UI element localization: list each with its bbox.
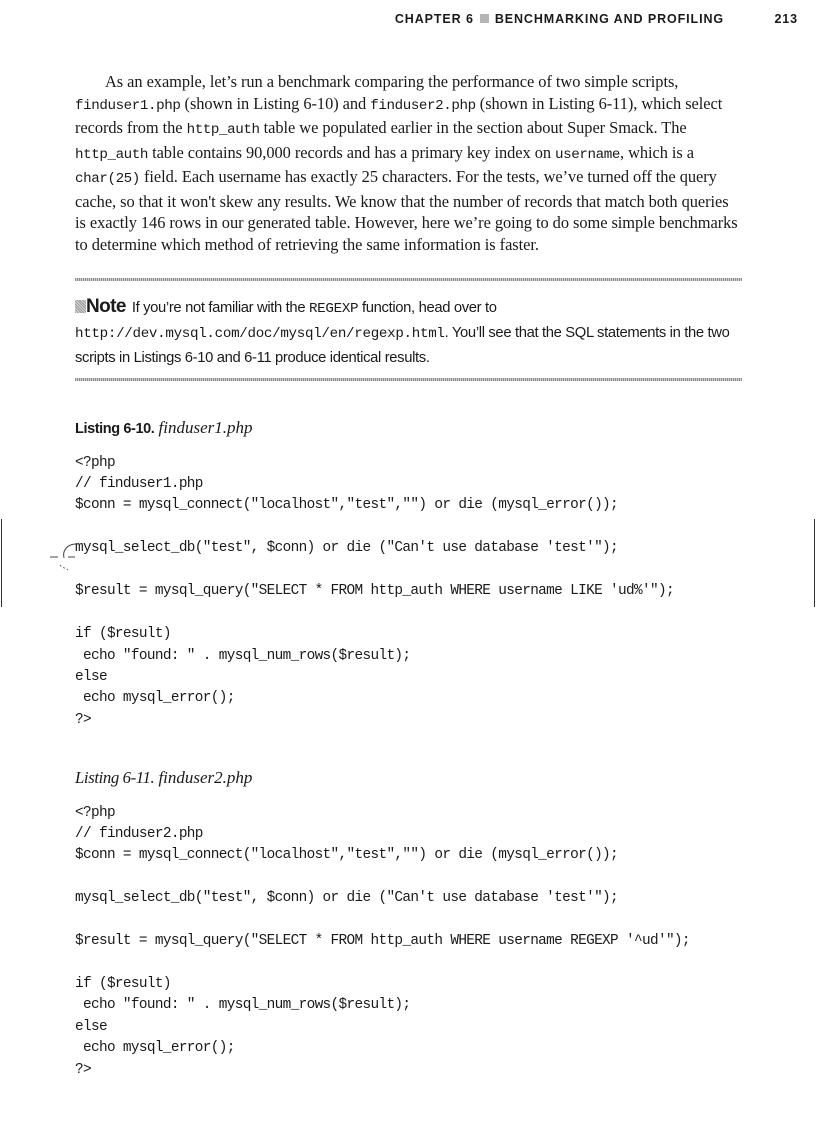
inline-code: finduser2.php	[370, 97, 476, 114]
inline-code: REGEXP	[308, 301, 359, 317]
code-line: if ($result)	[75, 976, 171, 992]
body-paragraph	[75, 71, 743, 255]
code-line: else	[75, 1019, 107, 1035]
text-run: field. Each username has exactly 25 characters. For the tests, we’ve turned off the query cache, so that it won't skew any results. We know that the number of records that match both queries is exactly 146 rows in our generated table. However, here we’re going to do some simple benchmarks to determine which method of retrieving the same information is faster.	[75, 167, 738, 254]
code-line: $conn = mysql_connect("localhost","test","") or die (mysql_error());	[75, 847, 619, 863]
code-line: $conn = mysql_connect("localhost","test","") or die (mysql_error());	[75, 497, 619, 513]
pencil-mark-icon	[48, 538, 88, 578]
scan-edge-mark-left	[1, 519, 2, 607]
code-line: ?>	[75, 712, 91, 728]
text-run: If you’re not familiar with the	[131, 300, 309, 316]
code-line: ?>	[75, 1062, 91, 1078]
text-run: function, head over to	[358, 300, 497, 316]
code-line: if ($result)	[75, 626, 171, 642]
inline-code: finduser1.php	[75, 97, 181, 114]
text-run: table contains 90,000 records and has a primary key index on	[148, 142, 556, 162]
code-line: echo mysql_error();	[75, 690, 235, 706]
code-line: mysql_select_db("test", $conn) or die ("Can't use database 'test'");	[75, 540, 619, 556]
note-bottom-rule	[75, 378, 742, 381]
code-line: mysql_select_db("test", $conn) or die ("Can't use database 'test'");	[75, 890, 619, 906]
page-header	[0, 12, 798, 32]
listing-filename: finduser1.php	[158, 418, 253, 437]
note-top-rule	[75, 278, 742, 281]
square-separator-icon	[480, 14, 489, 23]
note-text	[75, 300, 730, 366]
code-line: <?php	[75, 455, 115, 471]
code-line: // finduser2.php	[75, 826, 203, 842]
note-label: Note	[86, 296, 126, 317]
inline-code: http_auth	[75, 146, 149, 163]
code-line: else	[75, 669, 107, 685]
text-run: (shown in Listing 6-11), which select records from the	[75, 93, 723, 137]
code-line: <?php	[75, 805, 115, 821]
code-line: $result = mysql_query("SELECT * FROM http_auth WHERE username REGEXP '^ud'");	[75, 933, 690, 949]
note-box	[75, 295, 743, 370]
chapter-label: CHAPTER 6	[394, 12, 474, 26]
listing-label: Listing 6-10.	[75, 421, 155, 437]
scan-edge-mark-right	[814, 519, 815, 607]
inline-code: http_auth	[186, 122, 260, 138]
inline-code: char(25)	[75, 171, 140, 187]
text-run: As an example, let’s run a benchmark comparing the performance of two simple scripts,	[105, 72, 679, 91]
running-head	[395, 12, 724, 26]
text-run: , which is a	[619, 142, 695, 162]
listing-6-10-caption	[75, 418, 253, 438]
code-line: echo "found: " . mysql_num_rows($result);	[75, 997, 411, 1013]
listing-label: Listing 6-11.	[75, 768, 155, 787]
text-run: . You’ll see that the SQL statements in the two scripts in Listings 6-10 and 6-11 produce identical results.	[75, 325, 730, 366]
section-title: BENCHMARKING AND PROFILING	[494, 12, 724, 26]
page-number: 213	[774, 12, 798, 26]
code-line: $result = mysql_query("SELECT * FROM http_auth WHERE username LIKE 'ud%'");	[75, 583, 674, 599]
note-square-icon	[75, 300, 86, 313]
inline-code: http://dev.mysql.com/doc/mysql/en/regexp.html	[75, 326, 445, 342]
code-line: echo "found: " . mysql_num_rows($result);	[75, 648, 411, 664]
inline-code: username	[555, 146, 620, 163]
text-run: table we populated earlier in the section about Super Smack. The	[259, 118, 687, 137]
code-line: // finduser1.php	[75, 476, 203, 492]
listing-filename: finduser2.php	[158, 768, 253, 787]
text-run: (shown in Listing 6-10) and	[180, 93, 371, 113]
listing-6-11-caption	[75, 768, 252, 788]
code-line: echo mysql_error();	[75, 1040, 235, 1056]
